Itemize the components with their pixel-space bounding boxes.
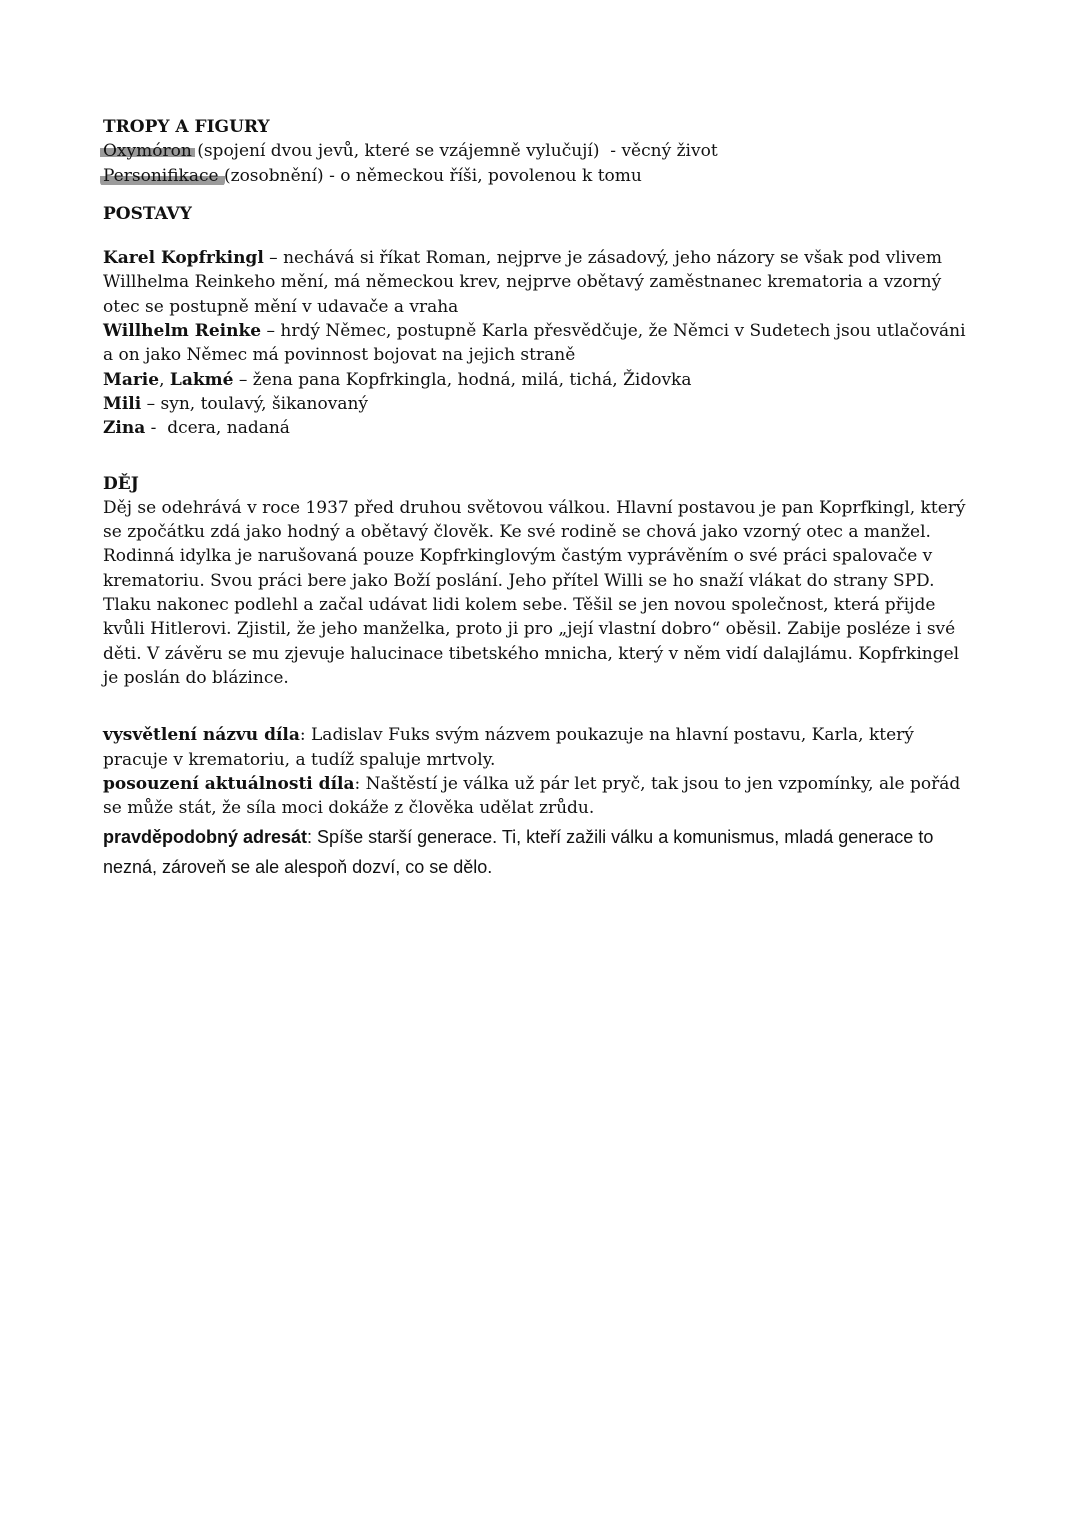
character-marie-lakme <box>103 368 978 392</box>
dej-plot-paragraph: Děj se odehrává v roce 1937 před druhou světovou válkou. Hlavní postavou je pan Koprfkingl, který se zpočátku zdá jako hodný a obětavý člověk. Ke své rodině se chová jako vzorný otec a manžel. Rodinná idylka je narušovaná pouze Kopfrkinglovým častým vyprávěním o své práci spalovače v krematoriu. Svou práci bere jako Boží poslání. Jeho přítel Willi se ho snaží vlákat do strany SPD. Tlaku nakonec podlehl a začal udávat lidi kolem sebe. Těšil se jen novou společnost, která přijde kvůli Hitlerovi. Zjistil, že jeho manželka, proto ji pro „její vlastní dobro“ oběsil. Zabije posléze i své děti. V závěru se mu zjevuje halucinace tibetského mnicha, který v něm vidí dalajlámu. Kopfrkingel je poslán do blázince. <box>103 497 971 688</box>
note-text: : Spíše starší generace. Ti, kteří zažili válku a komunismus, mladá generace to nezná, zároveň se ale alespoň dozví, co se dělo. <box>103 827 939 878</box>
character-description: - dcera, nadaná <box>145 418 290 439</box>
oxymoron-term-strikethrough-mark: Oxymóron <box>100 141 195 161</box>
section-notes <box>103 723 978 882</box>
section-dej <box>103 472 978 691</box>
personifikace-definition: (zosobnění) - o německou říši, povolenou k tomu <box>218 165 642 186</box>
character-name: Zina <box>103 418 146 439</box>
character-alt-name: Lakmé <box>169 369 234 390</box>
character-description: – hrdý Němec, postupně Karla přesvědčuje, že Němci v Sudetech jsou utlačováni a on jako Němec má povinnost bojovat na jejich straně <box>103 321 971 366</box>
character-name: Marie <box>103 369 160 390</box>
note-label: posouzení aktuálnosti díla <box>103 773 355 794</box>
note-posouzeni-aktualnosti <box>103 772 978 821</box>
personifikace-term-underline-mark: Personifikace <box>100 166 225 186</box>
character-karel-kopfrkingl <box>103 246 978 319</box>
character-name: Karel Kopfrkingl <box>103 248 264 269</box>
character-willhelm-reinke <box>103 319 978 368</box>
heading-postavy: POSTAVY <box>103 203 192 224</box>
line-oxymoron <box>103 139 978 163</box>
note-label: vysvětlení názvu díla <box>103 725 300 746</box>
character-name: Mili <box>103 393 142 414</box>
heading-dej: DĚJ <box>103 473 139 494</box>
section-tropy-a-figury <box>103 115 978 188</box>
character-name-separator: , <box>159 369 170 390</box>
note-text: : Naštěstí je válka už pár let pryč, tak jsou to jen vzpomínky, ale pořád se může stát, že síla moci dokáže z člověka udělat zrůdu. <box>103 773 966 819</box>
note-vysvetleni-nazvu <box>103 723 978 772</box>
character-name: Willhelm Reinke <box>103 321 262 342</box>
character-list <box>103 246 978 440</box>
note-text: : Ladislav Fuks svým názvem poukazuje na hlavní postavu, Karla, který pracuje v krematoriu, a tudíž spaluje mrtvoly. <box>103 725 920 770</box>
line-personifikace <box>103 164 978 188</box>
section-postavy <box>103 202 978 441</box>
heading-tropy-a-figury: TROPY A FIGURY <box>103 117 270 137</box>
character-description: – syn, toulavý, šikanovaný <box>141 393 369 414</box>
character-zina <box>103 416 978 440</box>
note-label: pravděpodobný adresát <box>103 827 308 848</box>
oxymoron-definition: (spojení dvou jevů, které se vzájemně vylučují) - věcný život <box>191 141 718 162</box>
character-mili <box>103 392 978 416</box>
character-description: – nechává si říkat Roman, nejprve je zásadový, jeho názory se však pod vlivem Willhelma Reinkeho mění, má německou krev, nejprve obětavý zaměstnanec krematoria a vzorný otec se postupně mění v udavače a vraha <box>103 248 948 317</box>
note-pravdepodobny-adresat <box>103 822 978 882</box>
character-description: – žena pana Kopfrkingla, hodná, milá, tichá, Židovka <box>233 369 692 390</box>
